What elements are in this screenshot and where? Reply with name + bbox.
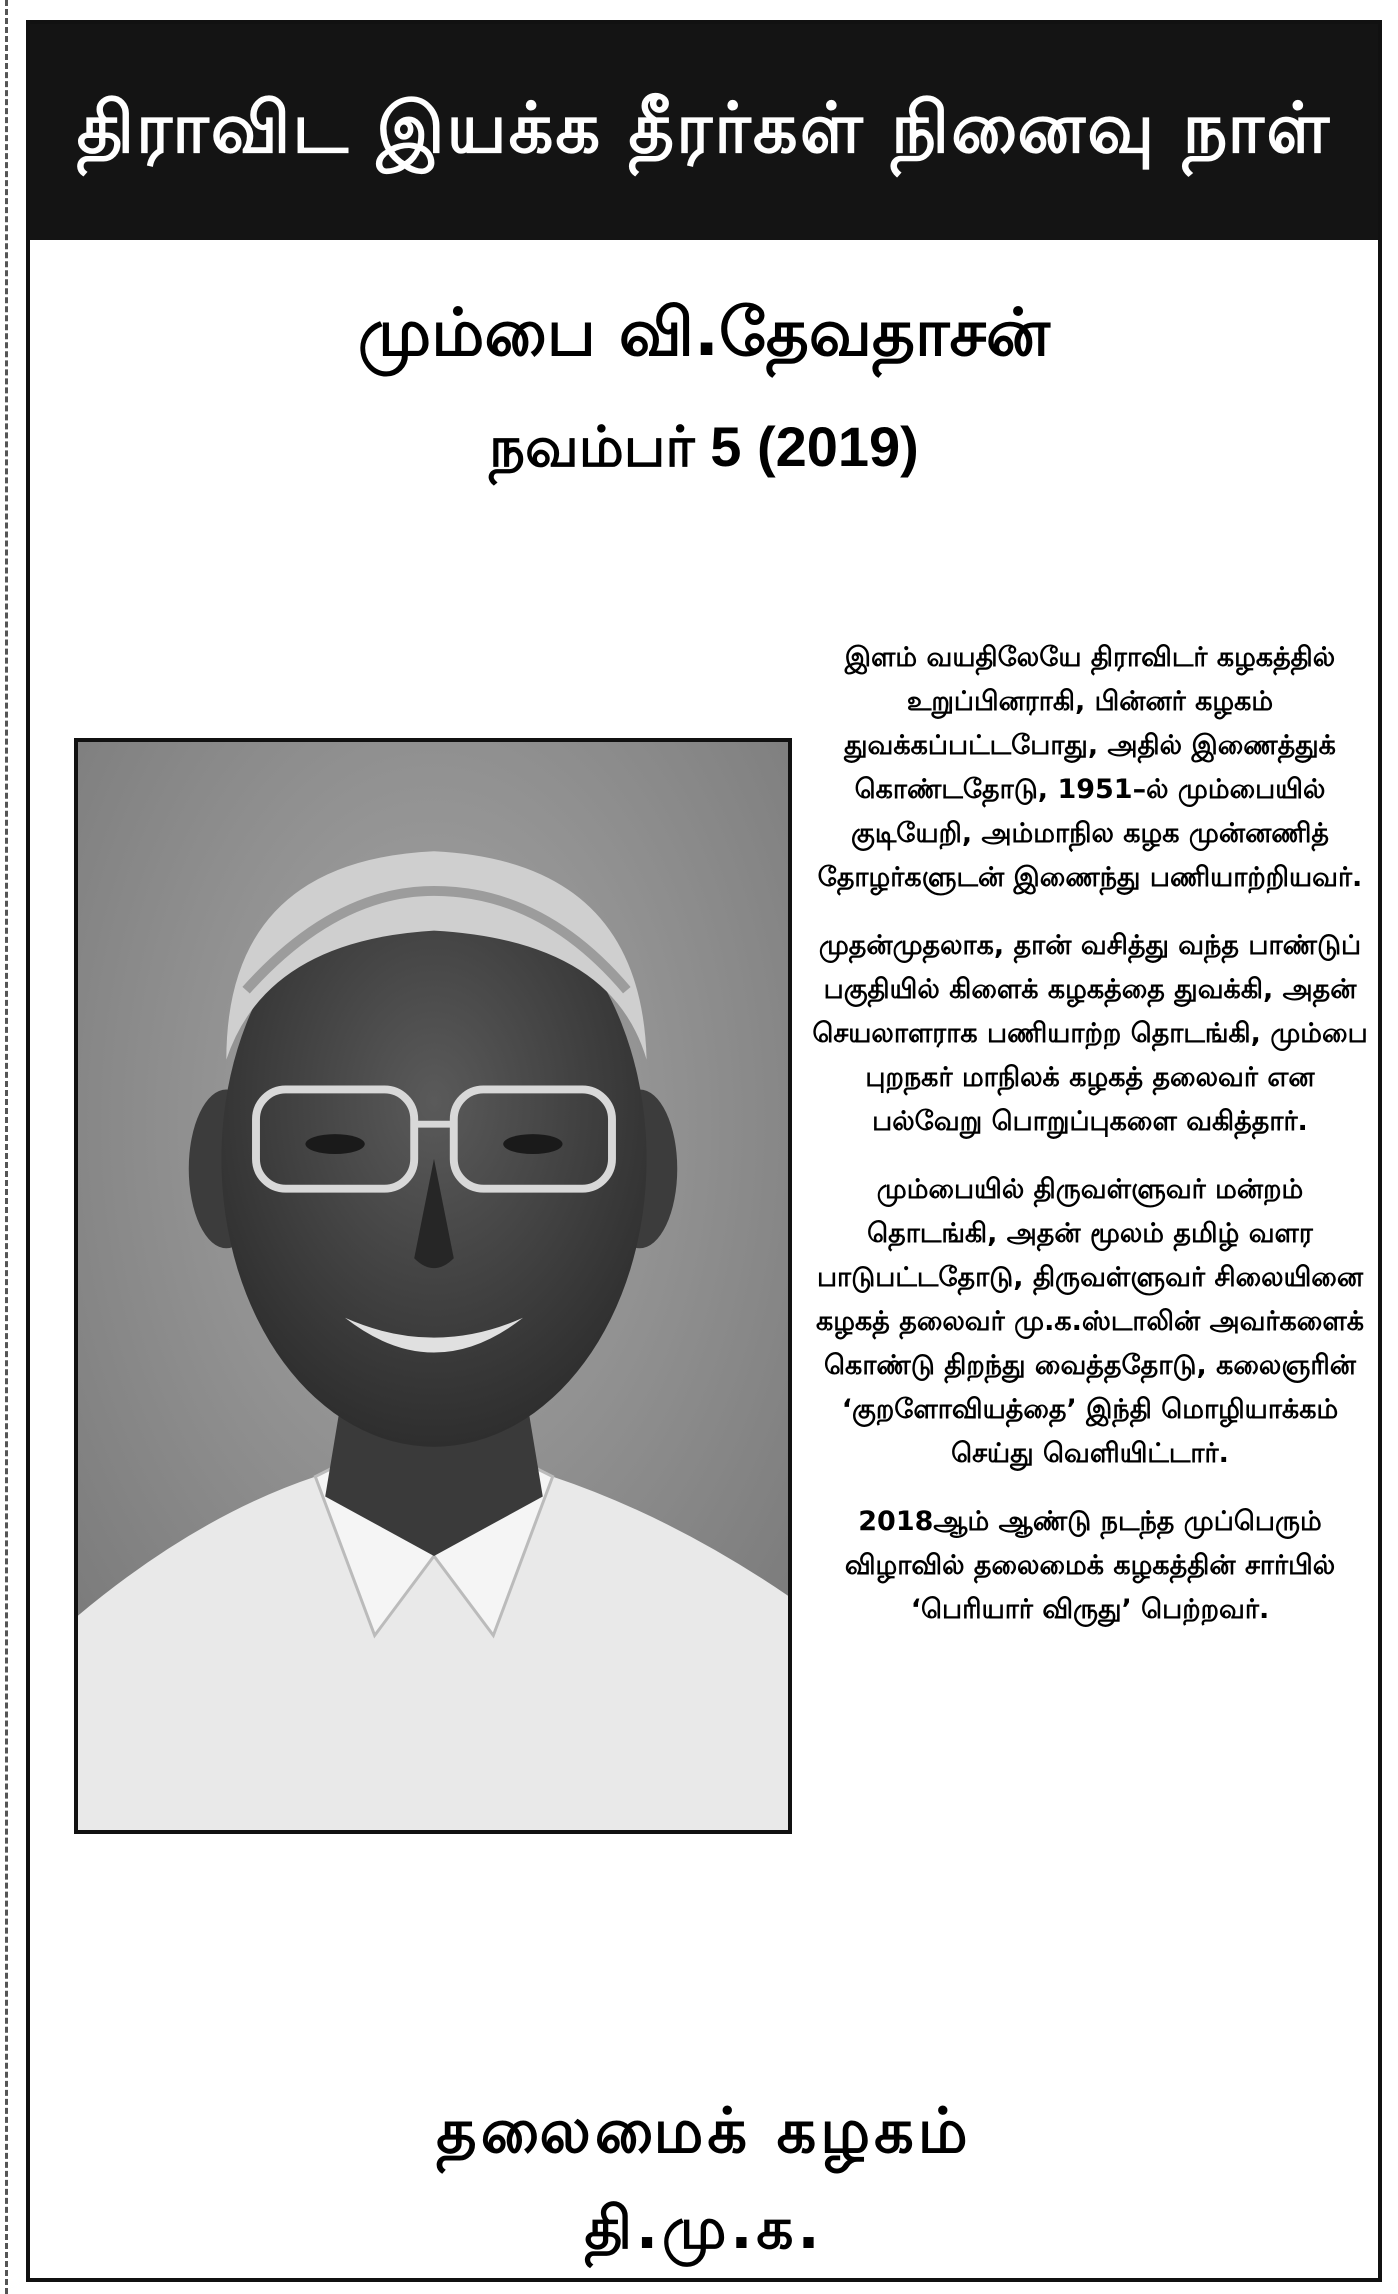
organization-name: தலைமைக் கழகம் [436,2094,972,2167]
dashed-cut-line [5,0,8,2294]
portrait-illustration [78,742,788,1830]
bio-paragraph: முதன்முதலாக, தான் வசித்து வந்த பாண்டுப் பகுதியில் கிளைக் கழகத்தை துவக்கி, அதன் செயலாளராக பணியாற்ற தொடங்கி, மும்பை புறநகர் மாநிலக் கழகத் தலைவர் என பல்வேறு பொறுப்புகளை வகித்தார். [812,930,1368,1137]
person-name: மும்பை வி.தேவதாசன் [357,294,1051,371]
notice-title: திராவிட இயக்க தீரர்கள் நினைவு நாள் [76,86,1332,169]
header-band [30,24,1378,240]
party-name: தி.மு.க. [584,2194,824,2262]
bio-paragraph: இளம் வயதிலேயே திராவிடர் கழகத்தில் உறுப்பினராகி, பின்னர் கழகம் துவக்கப்பட்டபோது, அதில் இணைத்துக் கொண்டதோடு, 1951–ல் மும்பையில் குடியேறி, அம்மாநில கழக முன்னணித் தோழர்களுடன் இணைந்து பணியாற்றியவர். [817,642,1363,893]
portrait-photo [74,738,792,1834]
bio-paragraph: மும்பையில் திருவள்ளுவர் மன்றம் தொடங்கி, அதன் மூலம் தமிழ் வளர பாடுபட்டதோடு, திருவள்ளுவர் சிலையினை கழகத் தலைவர் மு.க.ஸ்டாலின் அவர்களைக் கொண்டு திறந்து வைத்ததோடு, கலைஞரின் ‘குறளோவியத்தை’ இந்தி மொழியாக்கம் செய்து வெளியிட்டார். [815,1174,1364,1469]
memorial-date: நவம்பர் 5 (2019) [489,415,919,478]
biography [810,636,1370,1656]
bio-paragraph: 2018ஆம் ஆண்டு நடந்த முப்பெரும் விழாவில் தலைமைக் கழகத்தின் சார்பில் ‘பெரியார் விருது’ பெற்றவர். [844,1506,1336,1625]
obituary-notice [26,20,1382,2282]
